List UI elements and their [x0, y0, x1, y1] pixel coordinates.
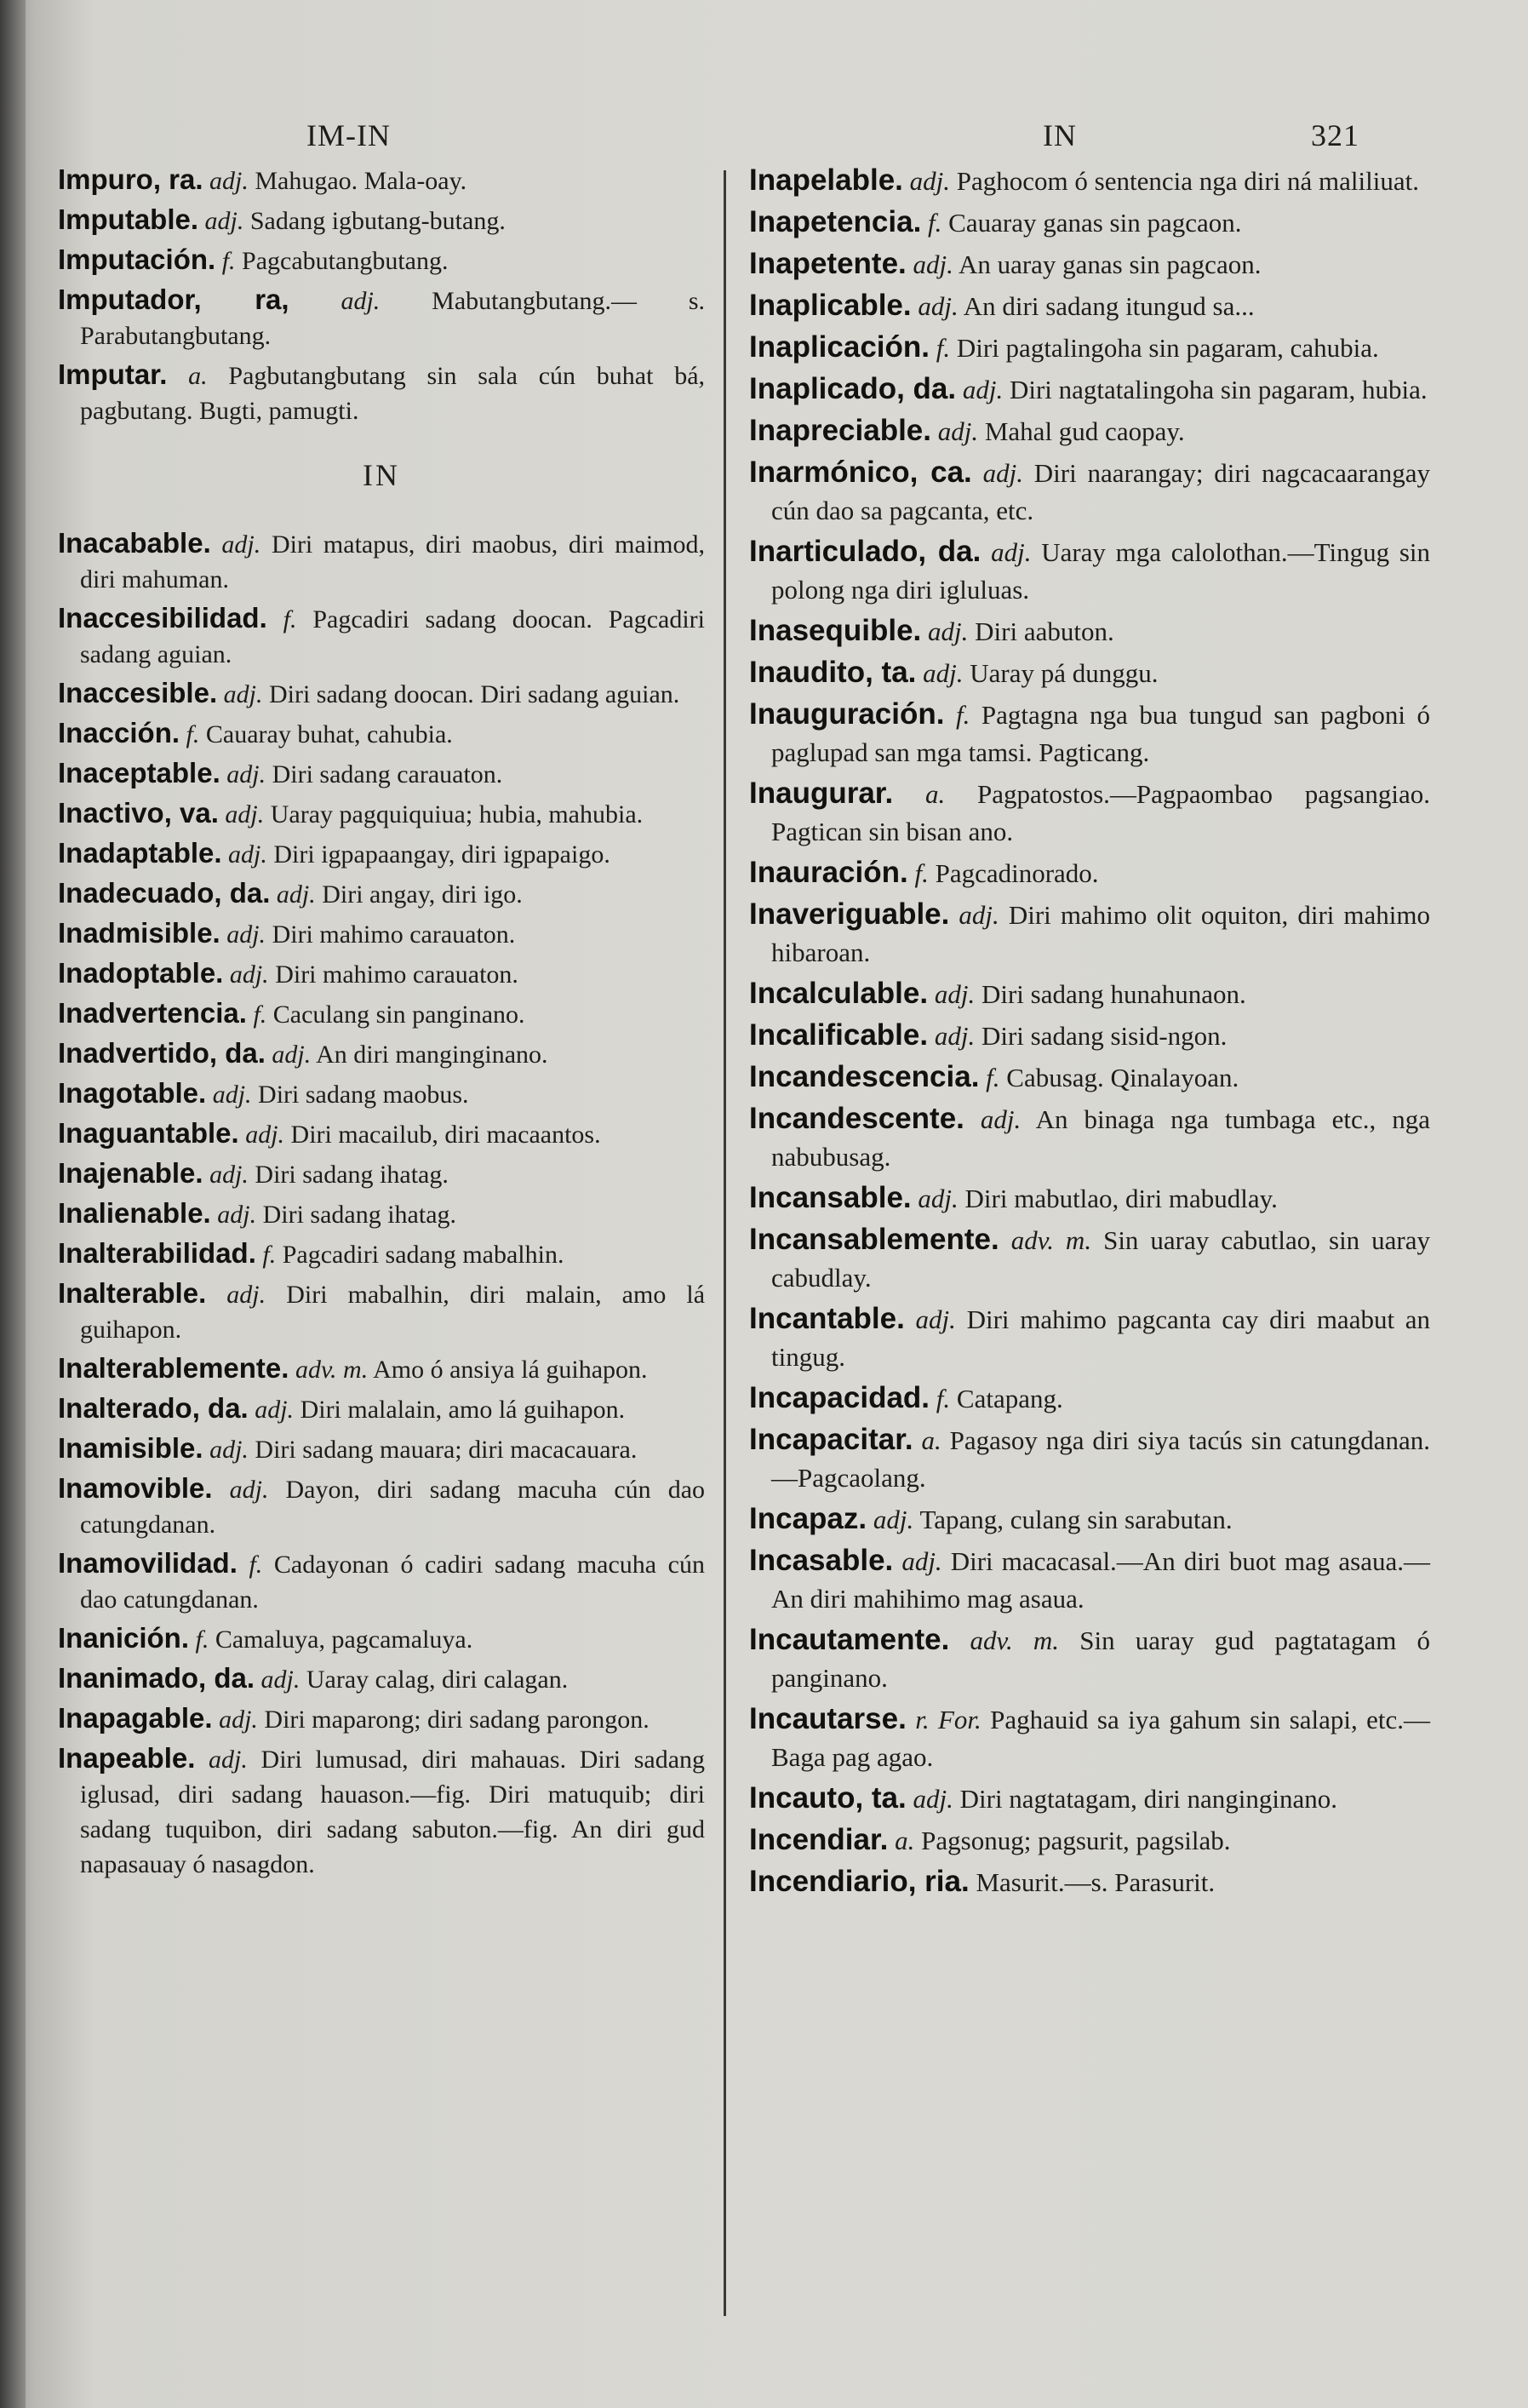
entry-headword: Inaguantable.	[58, 1117, 239, 1149]
entry-definition: Diri sadang maobus.	[258, 1081, 469, 1109]
entry-grammar: adj.	[934, 1021, 976, 1051]
entry-definition: Diri nagtatalingoha sin pagaram, hubia.	[1009, 375, 1428, 404]
entry-headword: Inadoptable.	[58, 957, 224, 989]
entry-grammar: adj.	[901, 1546, 942, 1576]
dictionary-entry	[749, 412, 1430, 450]
entry-definition: Diri mahimo carauaton.	[272, 920, 516, 949]
entry-grammar: adj.	[217, 1201, 257, 1229]
entry-headword: Inaccesible.	[58, 677, 218, 708]
entry-definition: Amo ó ansiya lá guihapon.	[373, 1356, 648, 1384]
dictionary-entry	[749, 1542, 1430, 1618]
dictionary-entry	[58, 1155, 705, 1192]
entry-grammar: f.	[956, 700, 970, 730]
entry-grammar: adj.	[223, 680, 263, 708]
dictionary-entry	[58, 1430, 705, 1467]
entry-headword: Inarticulado, da.	[749, 535, 981, 568]
dictionary-entry	[58, 795, 705, 832]
entry-definition: Paghocom ó sentencia nga diri ná maliliuat.	[956, 166, 1419, 196]
entry-headword: Imputable.	[58, 204, 199, 235]
entry-headword: Inapetente.	[749, 247, 907, 280]
entry-definition: Camaluya, pagcamaluya.	[215, 1625, 473, 1654]
entry-grammar: f.	[262, 1241, 277, 1269]
entry-definition: Cauaray buhat, cahubia.	[205, 720, 453, 748]
entry-definition: Masurit.—s. Parasurit.	[976, 1867, 1216, 1897]
entry-headword: Incapacitar.	[749, 1423, 913, 1456]
entry-definition: An diri manginginano.	[316, 1041, 548, 1069]
running-head-left: IM-IN	[306, 118, 391, 152]
entry-headword: Inarmónico, ca.	[749, 456, 972, 489]
entry-definition: Pagpatostos.—Pagpaombao pagsangiao. Pagtican sin bisan ano.	[771, 779, 1431, 846]
entry-headword: Incandescencia.	[749, 1060, 980, 1093]
entry-headword: Incautamente.	[749, 1623, 950, 1656]
entry-headword: Inactivo, va.	[58, 797, 219, 828]
entry-grammar: f.	[936, 333, 951, 363]
dictionary-entry	[749, 1500, 1430, 1539]
entry-headword: Inaplicado, da.	[749, 372, 957, 405]
dictionary-entry	[749, 1700, 1430, 1776]
dictionary-entry	[749, 1863, 1430, 1901]
entry-grammar: adj.	[212, 1081, 252, 1109]
entry-definition: Sadang igbutang-butang.	[249, 207, 506, 235]
dictionary-entry	[58, 1195, 705, 1232]
page-number: 321	[1311, 118, 1359, 152]
dictionary-entry	[749, 1221, 1430, 1297]
dictionary-entry	[58, 242, 705, 278]
entry-grammar: adj.	[260, 1666, 300, 1694]
entry-grammar: adj.	[272, 1041, 312, 1069]
entry-definition: Diri mahimo carauaton.	[275, 960, 518, 989]
entry-definition: Pagasoy nga diri siya tacús sin catungdanan.—Pagcaolang.	[771, 1425, 1431, 1493]
entry-grammar: adj.	[229, 1476, 269, 1504]
entry-grammar: adv. m.	[970, 1625, 1060, 1655]
entry-grammar: adj.	[909, 166, 951, 196]
dictionary-entry	[58, 1075, 705, 1112]
entry-headword: Inadmisible.	[58, 917, 220, 949]
dictionary-entry	[58, 995, 705, 1032]
entry-definition: Cabusag. Qinalayoan.	[1006, 1063, 1239, 1092]
entry-definition: Mahal gud caopay.	[984, 416, 1185, 446]
dictionary-entry	[749, 775, 1430, 851]
entry-headword: Inacción.	[58, 717, 180, 748]
left-column	[58, 162, 705, 1885]
dictionary-entry	[58, 282, 705, 353]
entry-headword: Inauguración.	[749, 697, 945, 731]
entry-grammar: a.	[188, 362, 208, 390]
entry-headword: Incansablemente.	[749, 1223, 999, 1256]
entry-definition: Pagtagna nga bua tungud san pagboni ó paglupad san mga tamsi. Pagticang.	[771, 700, 1431, 767]
book-spine-shadow	[0, 0, 26, 2408]
entry-grammar: adj.	[221, 530, 261, 559]
entry-headword: Incapaz.	[749, 1502, 867, 1535]
entry-definition: Pagbutangbutang sin sala cún buhat bá, pagbutang. Bugti, pamugti.	[80, 362, 706, 425]
dictionary-entry	[749, 245, 1430, 284]
entry-grammar: f.	[221, 247, 236, 275]
entry-grammar: adj.	[959, 900, 999, 930]
entry-grammar: adj.	[937, 416, 979, 446]
entry-headword: Inamisible.	[58, 1432, 203, 1464]
entry-headword: Inapelable.	[749, 163, 903, 197]
entry-grammar: adj.	[209, 1436, 249, 1464]
entry-definition: Mahugao. Mala-oay.	[255, 167, 467, 195]
entry-grammar: f.	[253, 1000, 267, 1029]
left-entries-bottom	[58, 525, 705, 1882]
entry-headword: Inalterable.	[58, 1277, 207, 1309]
entry-definition: Diri malalain, amo lá guihapon.	[300, 1396, 626, 1424]
entry-headword: Inaveriguable.	[749, 897, 950, 931]
entry-definition: An uaray ganas sin pagcaon.	[958, 249, 1262, 279]
dictionary-entry	[58, 1620, 705, 1657]
entry-headword: Imputación.	[58, 244, 216, 275]
entry-headword: Inapreciable.	[749, 414, 931, 447]
entry-grammar: f.	[283, 605, 297, 634]
dictionary-entry	[749, 1300, 1430, 1376]
entry-grammar: adj.	[245, 1121, 285, 1149]
entry-grammar: adj.	[980, 1104, 1022, 1134]
dictionary-entry	[749, 1821, 1430, 1860]
entry-headword: Inapeable.	[58, 1742, 196, 1774]
entry-definition: Diri lumusad, diri mahauas. Diri sadang iglusad, diri sadang hauason.—fig. Diri matuquib; diri sadang tuquibon, diri sadang sabuton.—fig. An diri gud napasauay ó nasagdon.	[80, 1746, 706, 1878]
entry-headword: Inadvertido, da.	[58, 1037, 266, 1069]
entry-headword: Inadvertencia.	[58, 997, 247, 1029]
entry-headword: Inaugurar.	[749, 777, 894, 810]
dictionary-entry	[749, 1621, 1430, 1697]
entry-headword: Incansable.	[749, 1181, 912, 1214]
entry-definition: Diri igpapaangay, diri igpapaigo.	[273, 840, 610, 869]
dictionary-entry	[749, 162, 1430, 200]
dictionary-entry	[58, 835, 705, 872]
entry-grammar: adj.	[918, 291, 959, 321]
dictionary-entry	[749, 370, 1430, 409]
entry-headword: Incendiar.	[749, 1823, 889, 1856]
entry-definition: Diri sadang mauara; diri macacauara.	[255, 1436, 638, 1464]
right-column	[749, 162, 1430, 1905]
dictionary-entry	[58, 1700, 705, 1737]
entry-headword: Incandescente.	[749, 1102, 964, 1135]
entry-headword: Inacabable.	[58, 527, 211, 559]
entry-grammar: adj.	[873, 1505, 914, 1534]
entry-headword: Inaccesibilidad.	[58, 602, 267, 634]
dictionary-entry	[749, 204, 1430, 242]
entry-definition: Sin uaray gud pagtatagam ó panginano.	[771, 1625, 1430, 1693]
entry-headword: Inalienable.	[58, 1197, 211, 1229]
entry-grammar: adj.	[991, 537, 1032, 567]
entry-grammar: f.	[928, 208, 942, 238]
entry-grammar: adj.	[928, 616, 969, 646]
entry-definition: Uaray calag, diri calagan.	[306, 1666, 569, 1694]
entry-grammar: adj.	[913, 1784, 953, 1814]
entry-headword: Inauración.	[749, 856, 908, 889]
entry-grammar: a.	[895, 1826, 915, 1855]
entry-definition: Tapang, culang sin sarabutan.	[919, 1505, 1233, 1534]
entry-headword: Inaplicación.	[749, 330, 930, 364]
dictionary-entry	[58, 675, 705, 712]
entry-grammar: f.	[986, 1063, 1000, 1092]
entry-headword: Inalterablemente.	[58, 1352, 289, 1384]
entry-headword: Inamovible.	[58, 1472, 213, 1504]
entry-grammar: a.	[921, 1425, 941, 1455]
dictionary-entry	[58, 357, 705, 428]
entry-definition: Diri sadang ihatag.	[255, 1161, 449, 1189]
dictionary-entry	[749, 854, 1430, 892]
dictionary-entry	[749, 975, 1430, 1013]
dictionary-entry	[58, 1350, 705, 1387]
dictionary-entry	[749, 1058, 1430, 1097]
entry-definition: Diri matapus, diri maobus, diri maimod, diri mahuman.	[80, 530, 706, 593]
entry-grammar: adj.	[982, 458, 1023, 488]
entry-headword: Incapacidad.	[749, 1381, 930, 1414]
dictionary-entry	[749, 896, 1430, 972]
entry-grammar: adj.	[276, 880, 316, 909]
dictionary-entry	[749, 1017, 1430, 1055]
dictionary-entry	[749, 1179, 1430, 1218]
entry-grammar: f.	[249, 1551, 263, 1579]
dictionary-entry	[749, 287, 1430, 325]
running-head-center: IN	[1043, 118, 1077, 152]
entry-definition: Diri macacasal.—An diri buot mag asaua.—An diri mahihimo mag asaua.	[771, 1546, 1431, 1614]
entry-grammar: adv. m.	[295, 1356, 369, 1384]
entry-grammar: adj.	[226, 1281, 266, 1309]
dictionary-entry	[749, 654, 1430, 692]
dictionary-entry	[58, 1236, 705, 1272]
entry-headword: Inalterado, da.	[58, 1392, 249, 1424]
entry-definition: Caculang sin panginano.	[272, 1000, 525, 1029]
left-entries-top	[58, 162, 705, 428]
entry-definition: Diri naarangay; diri nagcacaarangay cún dao sa pagcanta, etc.	[771, 458, 1431, 525]
entry-headword: Incalificable.	[749, 1018, 929, 1052]
entry-headword: Incasable.	[749, 1544, 894, 1577]
entry-definition: Pagsonug; pagsurit, pagsilab.	[921, 1826, 1231, 1855]
entry-grammar: adj.	[913, 249, 953, 279]
entry-definition: Uaray pá dunggu.	[970, 658, 1159, 688]
entry-definition: An diri sadang itungud sa...	[963, 291, 1255, 321]
entry-grammar: adj.	[209, 167, 249, 195]
entry-grammar: f.	[186, 720, 200, 748]
dictionary-entry	[58, 600, 705, 672]
entry-definition: Pagcabutangbutang.	[242, 247, 449, 275]
entry-grammar: adj.	[226, 760, 266, 788]
entry-definition: Dayon, diri sadang macuha cún dao catungdanan.	[80, 1476, 706, 1539]
entry-headword: Inapetencia.	[749, 205, 922, 238]
entry-definition: An binaga nga tumbaga etc., nga nabubusag.	[771, 1104, 1431, 1172]
entry-definition: Catapang.	[956, 1384, 1063, 1413]
dictionary-entry	[58, 875, 705, 912]
entry-headword: Inasequible.	[749, 614, 922, 647]
entry-grammar: adj.	[915, 1304, 956, 1334]
dictionary-entry	[58, 1471, 705, 1542]
entry-grammar: adj.	[229, 960, 269, 989]
entry-grammar: adj.	[226, 920, 266, 949]
entry-definition: Diri sadang sisid-ngon.	[981, 1021, 1228, 1051]
entry-definition: Paghauid sa iya gahum sin salapi, etc.—Baga pag agao.	[771, 1705, 1431, 1772]
dictionary-entry	[749, 533, 1430, 609]
dictionary-entry	[58, 1545, 705, 1617]
entry-headword: Inamovilidad.	[58, 1547, 237, 1579]
dictionary-entry	[58, 1035, 705, 1072]
entry-headword: Imputar.	[58, 358, 168, 390]
entry-definition: Diri maparong; diri sadang parongon.	[264, 1706, 650, 1734]
entry-grammar: adj.	[219, 1706, 258, 1734]
entry-grammar: adj.	[209, 1746, 248, 1774]
dictionary-entry	[749, 454, 1430, 530]
entry-headword: Inalterabilidad.	[58, 1237, 256, 1269]
dictionary-entry	[749, 1780, 1430, 1818]
entry-headword: Impuro, ra.	[58, 163, 203, 195]
dictionary-entry	[58, 202, 705, 238]
entry-grammar: f.	[936, 1384, 951, 1413]
entry-grammar: r. For.	[915, 1705, 981, 1734]
entry-definition: Uaray mga calolothan.—Tingug sin polong nga diri igluluas.	[771, 537, 1430, 605]
entry-definition: Cauaray ganas sin pagcaon.	[948, 208, 1242, 238]
entry-definition: Diri mabutlao, diri mabudlay.	[964, 1184, 1278, 1213]
entry-definition: Diri sadang doocan. Diri sadang aguian.	[268, 680, 680, 708]
entry-grammar: adj.	[209, 1161, 249, 1189]
entry-headword: Inapagable.	[58, 1702, 213, 1734]
entry-definition: Diri sadang ihatag.	[262, 1201, 457, 1229]
entry-definition: Cadayonan ó cadiri sadang macuha cún dao catungdanan.	[80, 1551, 706, 1614]
entry-headword: Inaplicable.	[749, 289, 912, 322]
entry-grammar: adj.	[962, 375, 1004, 404]
entry-headword: Inaudito, ta.	[749, 656, 917, 689]
dictionary-entry	[58, 1390, 705, 1427]
dictionary-entry	[749, 696, 1430, 771]
dictionary-entry	[749, 1100, 1430, 1176]
dictionary-entry	[58, 162, 705, 198]
entry-grammar: adj.	[923, 658, 964, 688]
entry-definition: Diri mahimo olit oquiton, diri mahimo hibaroan.	[771, 900, 1431, 967]
entry-headword: Incauto, ta.	[749, 1781, 907, 1815]
entry-grammar: f.	[195, 1625, 209, 1654]
dictionary-entry	[58, 915, 705, 952]
entry-headword: Inaceptable.	[58, 757, 220, 788]
entry-definition: Diri nagtatagam, diri nanginginano.	[959, 1784, 1337, 1814]
entry-headword: Inajenable.	[58, 1157, 203, 1189]
entry-definition: Diri angay, diri igo.	[322, 880, 523, 909]
entry-definition: Uaray pagquiquiua; hubia, mahubia.	[270, 800, 644, 828]
dictionary-entry	[749, 612, 1430, 651]
entry-grammar: adj.	[918, 1184, 959, 1213]
entry-headword: Imputador, ra,	[58, 284, 289, 315]
dictionary-entry	[58, 715, 705, 752]
entry-headword: Incalculable.	[749, 977, 929, 1010]
entry-grammar: adj.	[255, 1396, 295, 1424]
entry-definition: Diri pagtalingoha sin pagaram, cahubia.	[956, 333, 1379, 363]
dictionary-entry	[749, 1379, 1430, 1418]
entry-definition: Diri sadang carauaton.	[272, 760, 503, 788]
entry-headword: Incautarse.	[749, 1702, 907, 1735]
entry-headword: Inadecuado, da.	[58, 877, 271, 909]
dictionary-entry	[58, 755, 705, 792]
dictionary-entry	[749, 1421, 1430, 1497]
entry-definition: Pagcadiri sadang doocan. Pagcadiri sadang aguian.	[80, 605, 705, 668]
entry-grammar: adv. m.	[1010, 1225, 1092, 1255]
entry-headword: Inagotable.	[58, 1077, 207, 1109]
entry-definition: Mabutangbutang.— s. Parabutangbutang.	[80, 287, 706, 350]
entry-grammar: adj.	[934, 979, 976, 1009]
entry-grammar: adj.	[228, 840, 267, 869]
dictionary-entry	[58, 525, 705, 597]
entry-headword: Incantable.	[749, 1302, 905, 1335]
entry-headword: Inanición.	[58, 1622, 190, 1654]
entry-definition: Diri aabuton.	[975, 616, 1114, 646]
entry-definition: Diri mabalhin, diri malain, amo lá guihapon.	[80, 1281, 706, 1344]
entry-grammar: adj.	[204, 207, 244, 235]
dictionary-entry	[58, 955, 705, 992]
entry-definition: Pagcadinorado.	[935, 858, 1099, 888]
section-heading: IN	[363, 458, 400, 492]
entry-definition: Diri mahimo pagcanta cay diri maabut an tingug.	[771, 1304, 1431, 1372]
entry-grammar: f.	[914, 858, 929, 888]
dictionary-entry	[58, 1660, 705, 1697]
entry-definition: Sin uaray cabutlao, sin uaray cabudlay.	[771, 1225, 1431, 1293]
entry-headword: Inadaptable.	[58, 837, 222, 869]
dictionary-entry	[58, 1276, 705, 1347]
entry-definition: Pagcadiri sadang mabalhin.	[282, 1241, 564, 1269]
entry-headword: Incendiario, ria.	[749, 1865, 970, 1898]
entry-definition: Diri sadang hunahunaon.	[981, 979, 1246, 1009]
right-entries	[749, 162, 1430, 1901]
column-divider	[724, 170, 726, 2316]
entry-headword: Inanimado, da.	[58, 1662, 255, 1694]
entry-definition: Diri macailub, diri macaantos.	[290, 1121, 601, 1149]
entry-grammar: adj.	[225, 800, 265, 828]
dictionary-entry	[58, 1115, 705, 1152]
dictionary-entry	[58, 1740, 705, 1882]
dictionary-entry	[749, 329, 1430, 367]
entry-grammar: adj.	[341, 287, 381, 315]
entry-grammar: a.	[925, 779, 946, 809]
